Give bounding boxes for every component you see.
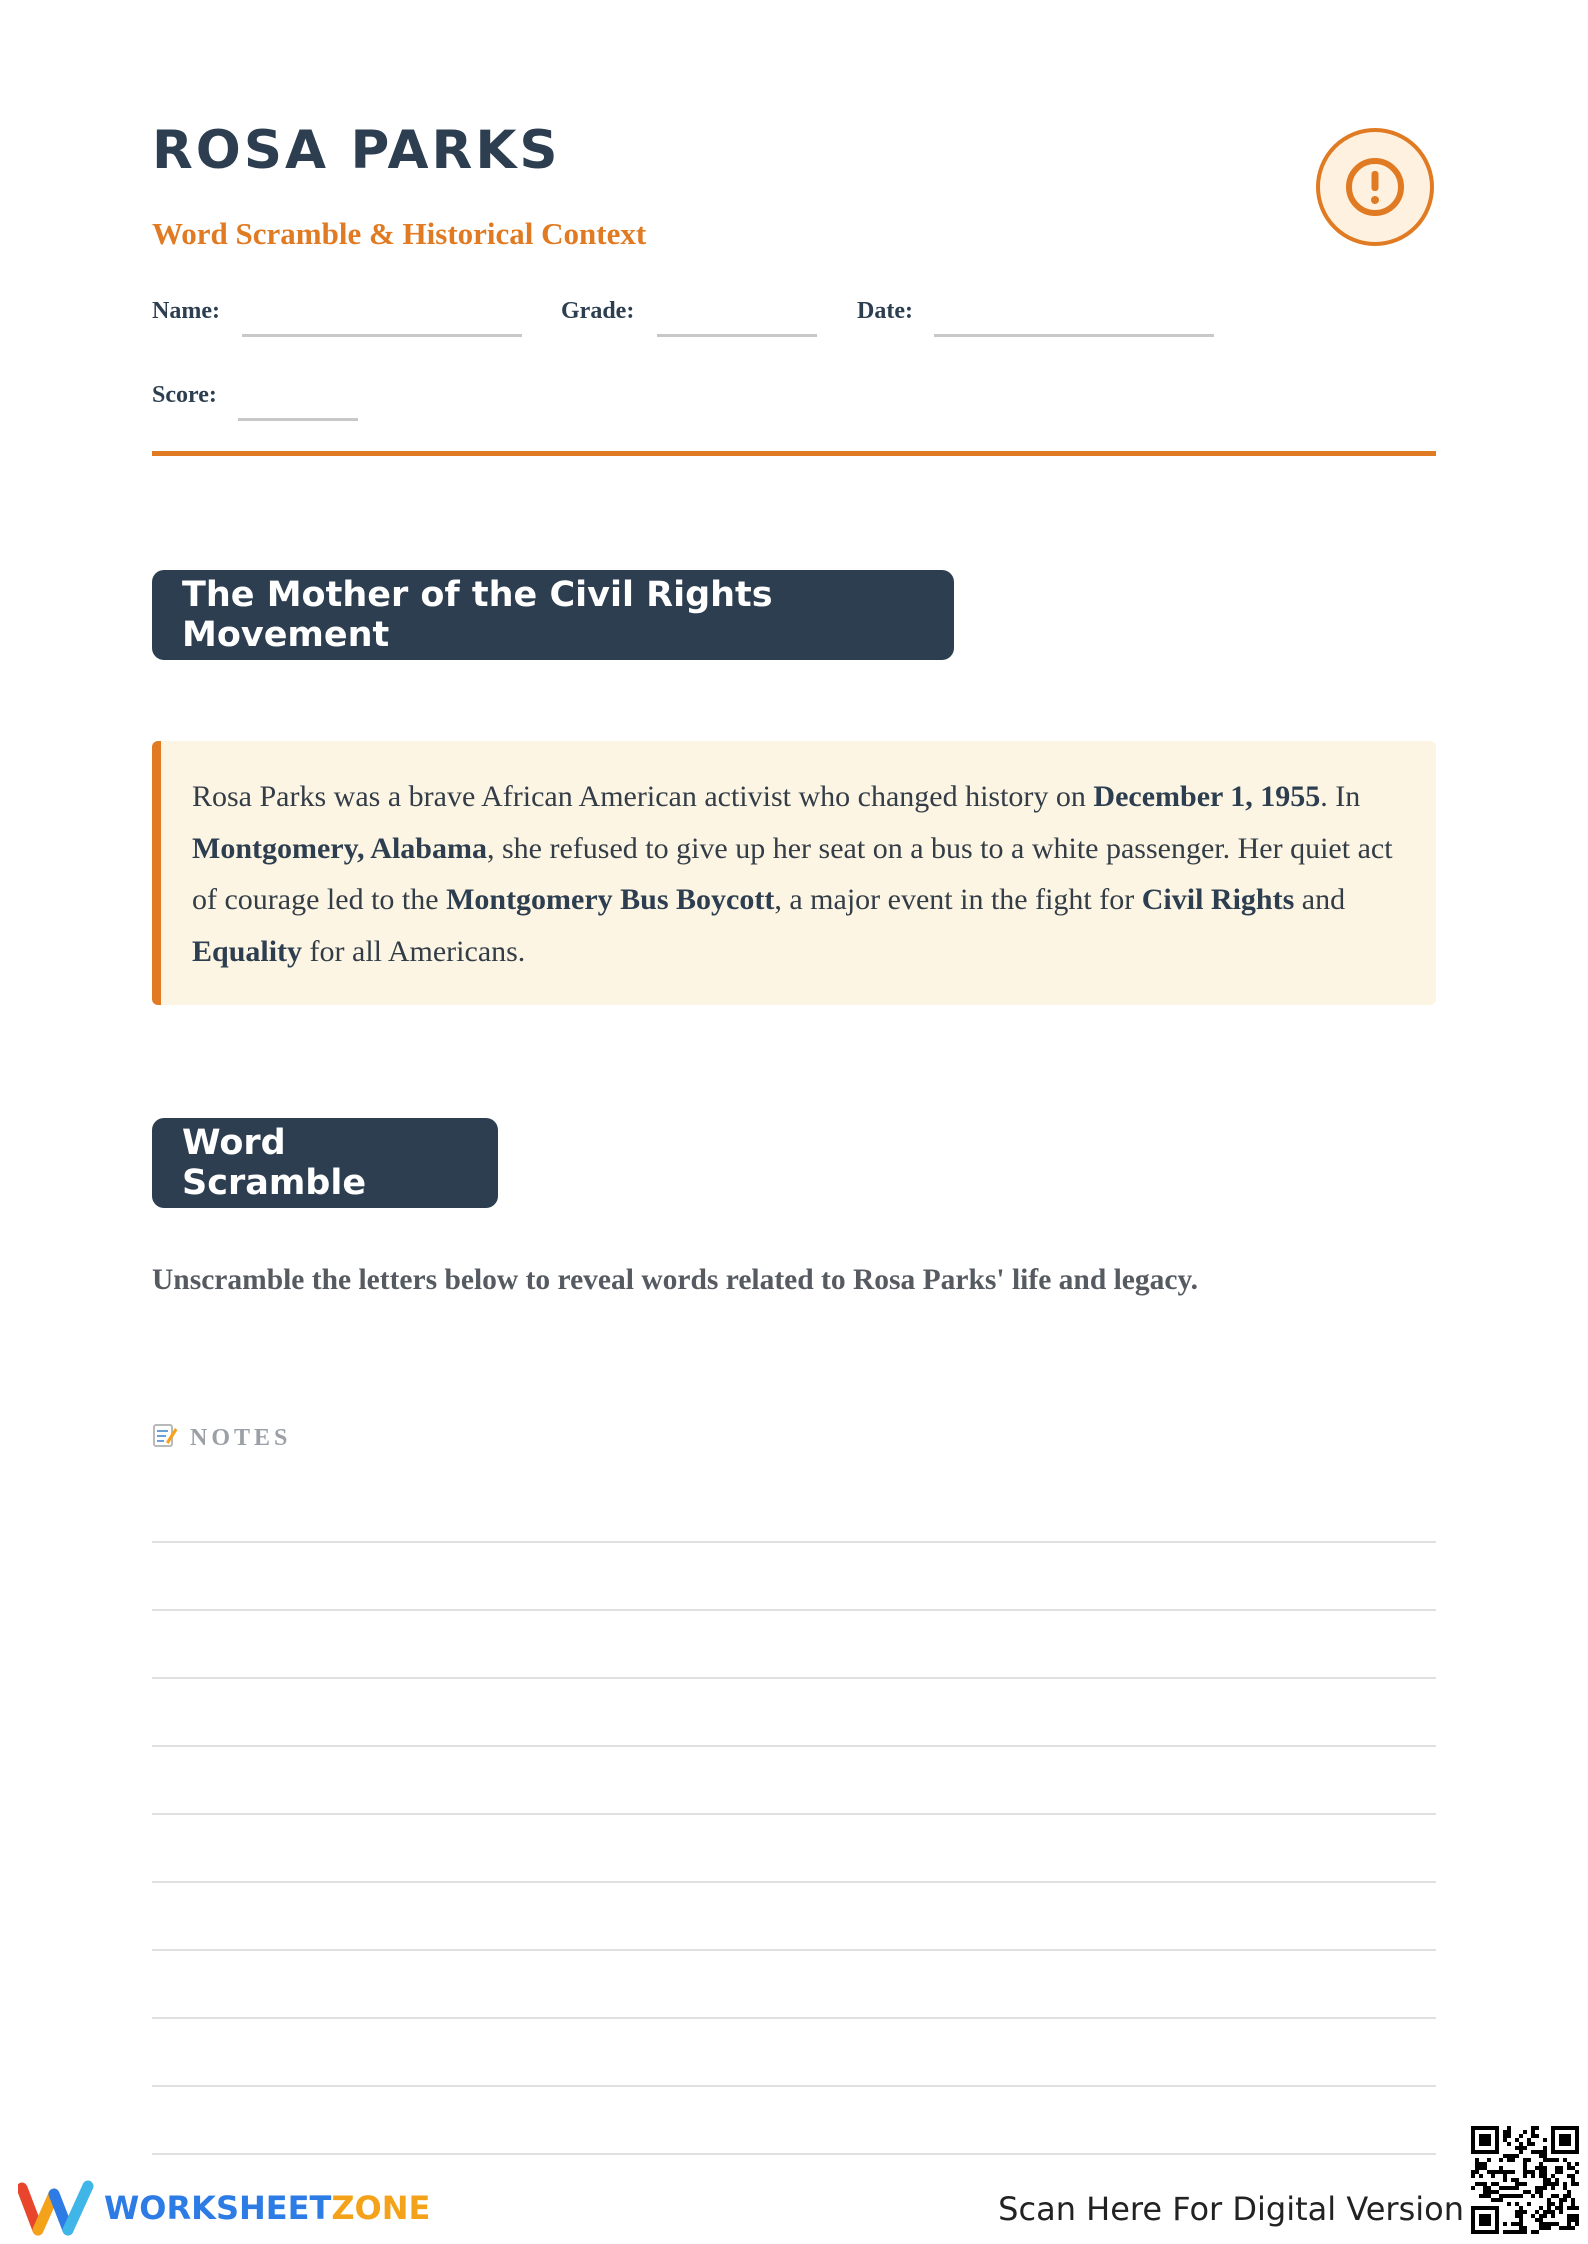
note-line (152, 2153, 1436, 2155)
name-label: Name: (152, 298, 220, 324)
page-title: ROSA PARKS (152, 120, 561, 181)
highlighted-term: December 1, 1955 (1093, 780, 1321, 813)
paragraph-text: and (1294, 883, 1346, 916)
scan-instruction: Scan Here For Digital Version (998, 2190, 1464, 2228)
grade-label: Grade: (561, 298, 635, 324)
context-paragraph-box (152, 741, 1436, 1005)
brand-logo (18, 2180, 430, 2236)
note-line (152, 1541, 1436, 1543)
context-paragraph (192, 771, 1400, 977)
brand-name-part2: ZONE (331, 2189, 431, 2227)
memo-icon (152, 1422, 178, 1455)
note-line (152, 1677, 1436, 1679)
brand-name-part1: WORKSHEET (104, 2189, 332, 2227)
note-line (152, 1745, 1436, 1747)
grade-field[interactable] (657, 334, 817, 337)
paragraph-text: Rosa Parks was a brave African American activist who changed history on (192, 780, 1094, 813)
section-heading-context: The Mother of the Civil Rights Movement (152, 570, 954, 660)
worksheet-page (152, 0, 1436, 2244)
section-heading-word-scramble: Word Scramble (152, 1118, 498, 1208)
notes-label: NOTES (190, 1425, 292, 1451)
exclamation-circle-icon (1316, 128, 1434, 246)
score-field[interactable] (238, 418, 358, 421)
header-divider (152, 451, 1436, 456)
instructions-text: Unscramble the letters below to reveal words related to Rosa Parks' life and legacy. (152, 1264, 1198, 1296)
paragraph-text: , she refused to give up her seat on a bus to a white passenger. Her quiet act of courage led to the (192, 831, 1393, 916)
note-line (152, 1813, 1436, 1815)
note-line (152, 1609, 1436, 1611)
note-line (152, 1949, 1436, 1951)
worksheetzone-logo-icon (18, 2180, 94, 2236)
paragraph-text: for all Americans. (302, 934, 526, 968)
page-subtitle: Word Scramble & Historical Context (152, 216, 647, 251)
notes-header (152, 1422, 291, 1455)
highlighted-term: Montgomery Bus Boycott (446, 883, 775, 916)
score-label: Score: (152, 382, 217, 408)
note-line (152, 1881, 1436, 1883)
paragraph-text: , a major event in the fight for (774, 883, 1142, 916)
note-line (152, 2017, 1436, 2019)
date-field[interactable] (934, 334, 1214, 337)
note-line (152, 2085, 1436, 2087)
qr-code-icon[interactable] (1471, 2126, 1579, 2234)
date-label: Date: (857, 298, 913, 324)
name-field[interactable] (242, 334, 522, 337)
highlighted-term: Civil Rights (1141, 883, 1295, 916)
paragraph-text: . In (1320, 780, 1361, 813)
highlighted-term: Montgomery, Alabama (192, 831, 487, 865)
highlighted-term: Equality (192, 934, 303, 968)
